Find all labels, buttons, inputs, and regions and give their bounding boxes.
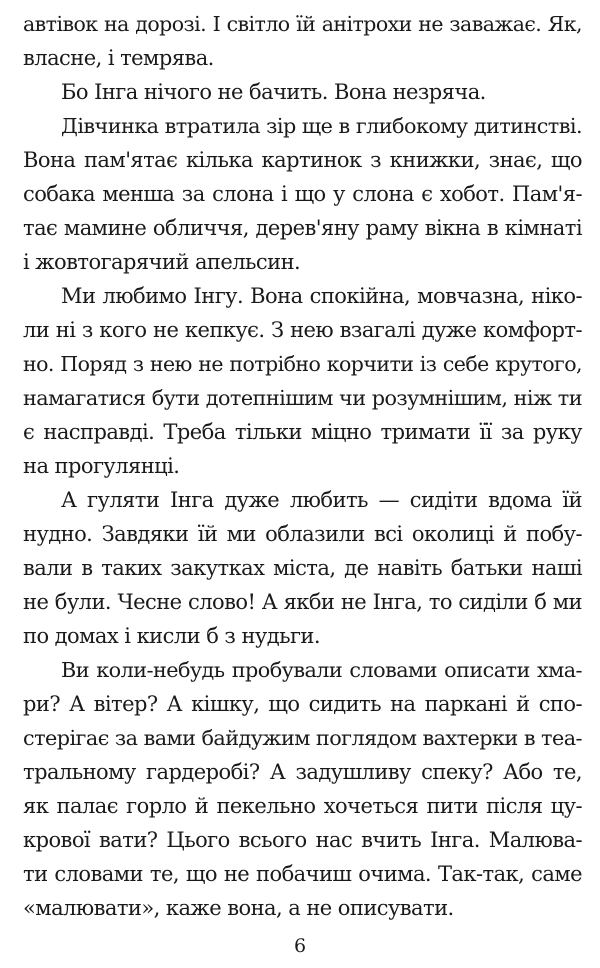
text-line: нудно. Завдяки їй ми облазили всі околиці й побу- [23,522,582,546]
text-line: Ви коли-небудь пробували словами описати хма- [61,658,582,682]
text-line: Дівчинка втратила зір ще в глибокому дитинстві. [61,114,582,138]
text-line: по домах і кисли б з нудьги. [23,624,320,648]
text-line: крової вати? Цього всього нас вчить Інга. Малюва- [23,828,582,852]
text-line: Ми любимо Інгу. Вона спокійна, мовчазна, ніко- [61,284,582,308]
text-line: ли ні з кого не кепкує. З нею взагалі дуже комфорт- [23,318,582,342]
text-line: на прогулянці. [23,454,180,478]
text-line: як палає горло й пекельно хочеться пити після цу- [23,794,582,818]
text-line: но. Поряд з нею не потрібно корчити із себе крутого, [23,352,582,376]
page-number: 6 [293,935,307,957]
text-line: намагатися бути дотепнішим чи розумнішим, ніж ти [23,386,582,410]
text-line: є насправді. Треба тільки міцно тримати її за руку [23,420,582,444]
text-line: стерігає за вами байдужим поглядом вахтерки в теа- [23,726,582,750]
text-line: собака менша за слона і що у слона є хобот. Пам'я- [23,182,582,206]
text-line: ри? А вітер? А кішку, що сидить на паркані й спо- [23,692,582,716]
text-line: ти словами те, що не побачиш очима. Так-так, саме [23,862,582,886]
text-line: тральному гардеробі? А задушливу спеку? Або те, [23,760,582,784]
text-line: Вона пам'ятає кілька картинок з книжки, знає, що [23,148,582,172]
text-line: і жовтогарячий апельсин. [23,250,301,274]
text-line: власне, і темрява. [23,46,214,70]
text-line: Бо Інга нічого не бачить. Вона незряча. [61,80,486,104]
text-line: автівок на дорозі. І світло їй анітрохи не заважає. Як, [23,12,582,36]
text-line: А гуляти Інга дуже любить — сидіти вдома їй [61,488,582,512]
text-line: «малювати», каже вона, а не описувати. [23,896,454,920]
text-line: вали в таких закутках міста, де навіть батьки наші [23,556,582,580]
text-line: тає мамине обличчя, дерев'яну раму вікна в кімнаті [23,216,582,240]
text-line: не були. Чесне слово! А якби не Інга, то сиділи б ми [23,590,582,614]
